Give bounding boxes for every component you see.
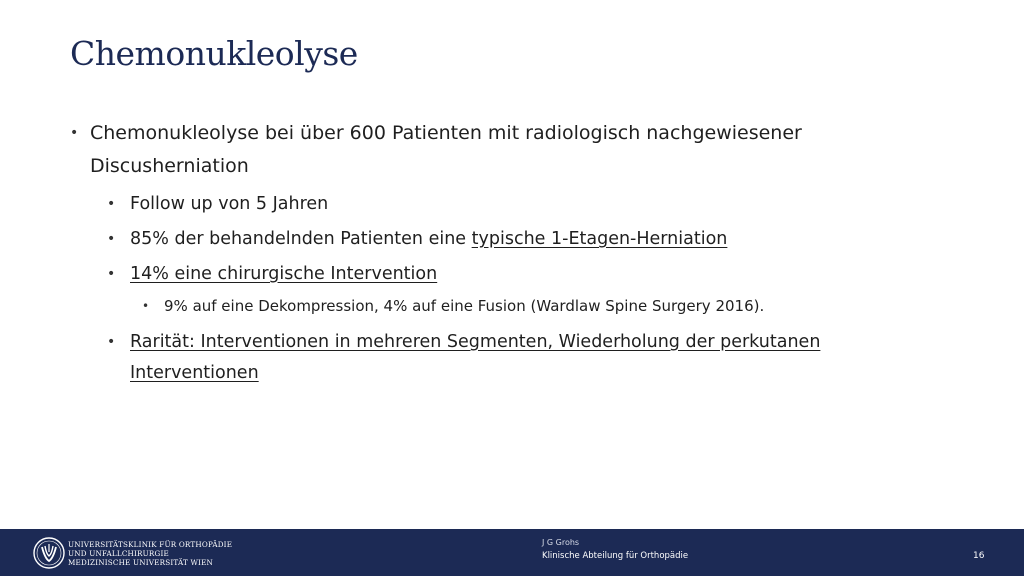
bullet-dot: • [107,196,116,212]
bullet-dot: • [107,334,116,350]
bullet-level2-follow-up [107,189,910,220]
bullet-text-continued: Discusherniation [90,155,249,177]
footer-bar [0,529,1024,576]
bullet-level2-raritaet [107,327,910,389]
page-number: 16 [973,551,985,561]
bullet-level2-14-percent [107,259,910,290]
institution-line: UNIVERSITÄTSKLINIK FÜR ORTHOPÄDIE [68,540,233,549]
footer-department: Klinische Abteilung für Orthopädie [542,551,689,561]
institution-line: UND UNFALLCHIRURGIE [68,549,169,558]
bullet-level2-85-percent [107,224,910,255]
bullet-dot: • [107,231,116,247]
university-seal-icon [33,537,65,569]
bullet-text: 9% auf eine Dekompression, 4% auf eine Fusion (Wardlaw Spine Surgery 2016). [164,297,765,315]
bullet-dot: • [107,266,116,282]
slide-title: Chemonukleolyse [70,34,358,73]
institution-line: MEDIZINISCHE UNIVERSITÄT WIEN [68,558,214,567]
bullet-level1-chemonukleolyse [70,117,930,183]
bullet-text: Chemonukleolyse bei über 600 Patienten mit radiologisch nachgewiesener [90,122,802,144]
bullet-text: Follow up von 5 Jahren [130,194,329,214]
bullet-text: 85% der behandelnden Patienten eine [130,229,472,249]
bullet-dot: • [142,299,150,313]
bullet-text-underlined: typische 1-Etagen-Herniation [471,229,728,249]
bullet-text-underlined: Rarität: Interventionen in mehreren Segmenten, Wiederholung der perkutanen [130,332,821,352]
bullet-text-underlined-continued: Interventionen [130,363,259,383]
bullet-text-underlined: 14% eine chirurgische Intervention [130,264,438,284]
footer-author: J G Grohs [542,538,580,547]
institution-name [68,540,232,567]
bullet-dot: • [70,125,79,141]
bullet-level3-dekompression [142,294,864,318]
